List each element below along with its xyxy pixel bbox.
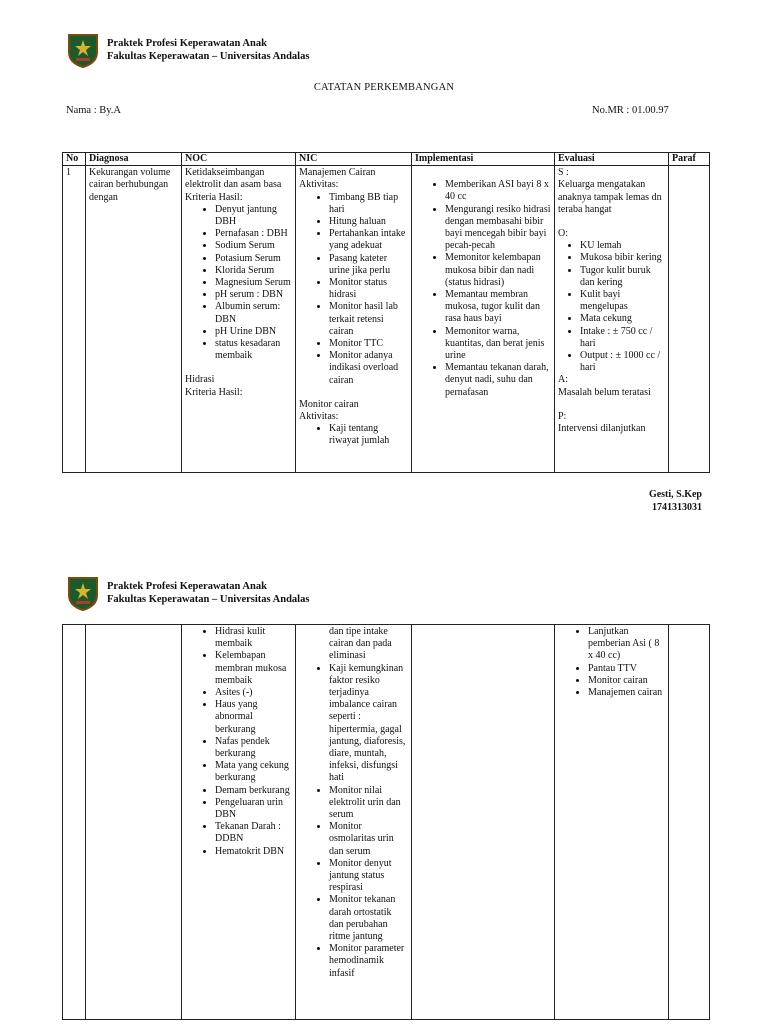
list-item: • Magnesium Serum xyxy=(215,277,292,289)
list-item: • Pengeluaran urin DBN xyxy=(215,797,292,821)
list-item: • Tugor kulit buruk dan kering xyxy=(580,265,665,289)
list-item: • Hitung haluan xyxy=(329,216,408,228)
evaluasi-cell xyxy=(555,166,669,473)
signature-name: Gesti, S.Kep xyxy=(648,489,702,500)
nic-list xyxy=(299,663,408,980)
col-noc: NOC xyxy=(182,153,296,166)
list-item: • Kaji kemungkinan faktor resiko terjadinya imbalance cairan seperti : hipertermia, gagal jantung, diaforesis, diare, muntah, infeksi, disfungsi hati xyxy=(329,663,408,785)
university-logo-icon xyxy=(66,32,100,68)
list-item: • Memonitor kelembapan mukosa bibir dan nadi (status hidrasi) xyxy=(445,252,551,289)
page-2-header xyxy=(66,575,309,611)
document-title: CATATAN PERKEMBANGAN xyxy=(313,82,455,93)
list-item: • Memberikan ASI bayi 8 x 40 cc xyxy=(445,179,551,203)
header-line-2: Fakultas Keperawatan – Universitas Andalas xyxy=(107,594,310,605)
list-item: • KU lemah xyxy=(580,240,665,252)
nic-continued-text: dan tipe intake cairan dan pada eliminasi xyxy=(329,626,392,662)
list-item: • Haus yang abnormal berkurang xyxy=(215,699,292,736)
row-number: 1 xyxy=(63,166,86,473)
list-item: • Tekanan Darah : DDBN xyxy=(215,821,292,845)
noc-list xyxy=(185,204,292,363)
col-evaluasi: Evaluasi xyxy=(555,153,669,166)
noc-cell xyxy=(182,625,296,1020)
university-logo-icon xyxy=(66,575,100,611)
list-item: • Hematokrit DBN xyxy=(215,846,292,858)
nic-title: Manajemen Cairan xyxy=(299,167,376,179)
list-item: • Timbang BB tiap hari xyxy=(329,192,408,216)
list-item: • Sodium Serum xyxy=(215,240,292,252)
row-number xyxy=(63,625,86,1020)
list-item: • Potasium Serum xyxy=(215,253,292,265)
list-item: • Monitor hasil lab terkait retensi cairan xyxy=(329,301,408,338)
eval-o-label: O: xyxy=(558,228,568,240)
list-item: • Nafas pendek berkurang xyxy=(215,736,292,760)
paraf-cell xyxy=(669,625,710,1020)
list-item: • Mata cekung xyxy=(580,313,665,325)
list-item: • Monitor osmolaritas urin dan serum xyxy=(329,821,408,858)
eval-a-label: A: xyxy=(558,374,568,386)
eval-s-label: S : xyxy=(558,167,569,179)
nic-cell xyxy=(296,166,412,473)
list-item: • Klorida Serum xyxy=(215,265,292,277)
paraf-cell xyxy=(669,166,710,473)
list-item: • Pertahankan intake yang adekuat xyxy=(329,228,408,252)
table-row xyxy=(63,166,710,473)
header-line-1: Praktek Profesi Keperawatan Anak xyxy=(107,38,267,49)
noc-cell xyxy=(182,166,296,473)
list-item: • Kulit bayi mengelupas xyxy=(580,289,665,313)
list-item: • Pernafasan : DBH xyxy=(215,228,292,240)
implementasi-cell xyxy=(412,166,555,473)
patient-mr-number: No.MR : 01.00.97 xyxy=(592,105,669,116)
nic-list xyxy=(299,192,408,387)
implementasi-cell xyxy=(412,625,555,1020)
header-line-1: Praktek Profesi Keperawatan Anak xyxy=(107,581,267,592)
col-no: No xyxy=(63,153,86,166)
noc-kriteria-2: Kriteria Hasil: xyxy=(185,386,243,398)
list-item: • pH Urine DBN xyxy=(215,326,292,338)
list-item: • Hidrasi kulit membaik xyxy=(215,626,292,650)
col-diagnosa: Diagnosa xyxy=(86,153,182,166)
col-nic: NIC xyxy=(296,153,412,166)
list-item: • Pantau TTV xyxy=(588,663,665,675)
noc-kriteria: Kriteria Hasil: xyxy=(185,191,243,203)
list-item: • Monitor denyut jantung status respirasi xyxy=(329,858,408,895)
list-item: • Demam berkurang xyxy=(215,785,292,797)
list-item: • Monitor cairan xyxy=(588,675,665,687)
eval-p-label: P: xyxy=(558,410,567,422)
table-header-row xyxy=(63,153,710,166)
list-item: • Monitor status hidrasi xyxy=(329,277,408,301)
eval-list xyxy=(558,626,665,699)
eval-s-text: Keluarga mengatakan anaknya tampak lemas dn teraba hangat xyxy=(558,179,662,215)
table-row xyxy=(63,625,710,1020)
evaluasi-cell xyxy=(555,625,669,1020)
list-item: • Monitor parameter hemodinamik infasif xyxy=(329,943,408,980)
list-item: • Monitor tekanan darah ortostatik dan perubahan ritme jantung xyxy=(329,894,408,943)
header-line-2: Fakultas Keperawatan – Universitas Andalas xyxy=(107,51,310,62)
implementasi-list xyxy=(415,179,551,399)
list-item: • status kesadaran membaik xyxy=(215,338,292,362)
diagnosa-cell: Kekurangan volume cairan berhubungan dengan xyxy=(86,166,182,473)
list-item: • Lanjutkan pemberian Asi ( 8 x 40 cc) xyxy=(588,626,665,663)
patient-name: Nama : By.A xyxy=(66,105,122,116)
progress-table-continued xyxy=(62,624,710,1020)
list-item: • Output : ± 1000 cc / hari xyxy=(580,350,665,374)
eval-p-text: Intervensi dilanjutkan xyxy=(558,423,646,435)
eval-o-list xyxy=(558,240,665,374)
col-implementasi: Implementasi xyxy=(412,153,555,166)
col-paraf: Paraf xyxy=(669,153,710,166)
progress-table xyxy=(62,152,710,473)
list-item: • Asites (-) xyxy=(215,687,292,699)
list-item: • Monitor nilai elektrolit urin dan serum xyxy=(329,785,408,822)
nic-aktivitas: Aktivitas: xyxy=(299,179,339,191)
list-item: • Mukosa bibir kering xyxy=(580,252,665,264)
signature-nim: 1741313031 xyxy=(652,502,702,513)
list-item: • Mata yang cekung berkurang xyxy=(215,760,292,784)
list-item: • Memonitor warna, kuantitas, dan berat jenis urine xyxy=(445,326,551,363)
list-item: • Memantau tekanan darah, denyut nadi, suhu dan pernafasan xyxy=(445,362,551,399)
noc-list xyxy=(185,626,292,858)
list-item: • pH serum : DBN xyxy=(215,289,292,301)
noc-hidrasi: Hidrasi xyxy=(185,374,215,386)
list-item: • Albumin serum: DBN xyxy=(215,301,292,325)
list-item: • Denyut jantung DBH xyxy=(215,204,292,228)
eval-a-text: Masalah belum teratasi xyxy=(558,386,651,398)
list-item: • Intake : ± 750 cc / hari xyxy=(580,326,665,350)
list-item: • Kaji tentang riwayat jumlah xyxy=(329,423,408,447)
nic-list-2 xyxy=(299,423,408,447)
list-item: • Memantau membran mukosa, tugor kulit dan rasa haus bayi xyxy=(445,289,551,326)
nic-title-2: Monitor cairan xyxy=(299,398,359,410)
diagnosa-cell xyxy=(86,625,182,1020)
nic-aktivitas-2: Aktivitas: xyxy=(299,411,339,423)
list-item: • Monitor TTC xyxy=(329,338,408,350)
page-header xyxy=(66,32,309,68)
list-item: • Manajemen cairan xyxy=(588,687,665,699)
signature-block xyxy=(649,488,702,514)
list-item: • Monitor adanya indikasi overload cairan xyxy=(329,350,408,387)
list-item: • Mengurangi resiko hidrasi dengan membasahi bibir bayi mencegah bibir bayi pecah-pecah xyxy=(445,204,551,253)
list-item: • Pasang kateter urine jika perlu xyxy=(329,253,408,277)
list-item: • Kelembapan membran mukosa membaik xyxy=(215,650,292,687)
noc-intro: Ketidakseimbangan elektrolit dan asam basa xyxy=(185,167,282,191)
nic-cell xyxy=(296,625,412,1020)
